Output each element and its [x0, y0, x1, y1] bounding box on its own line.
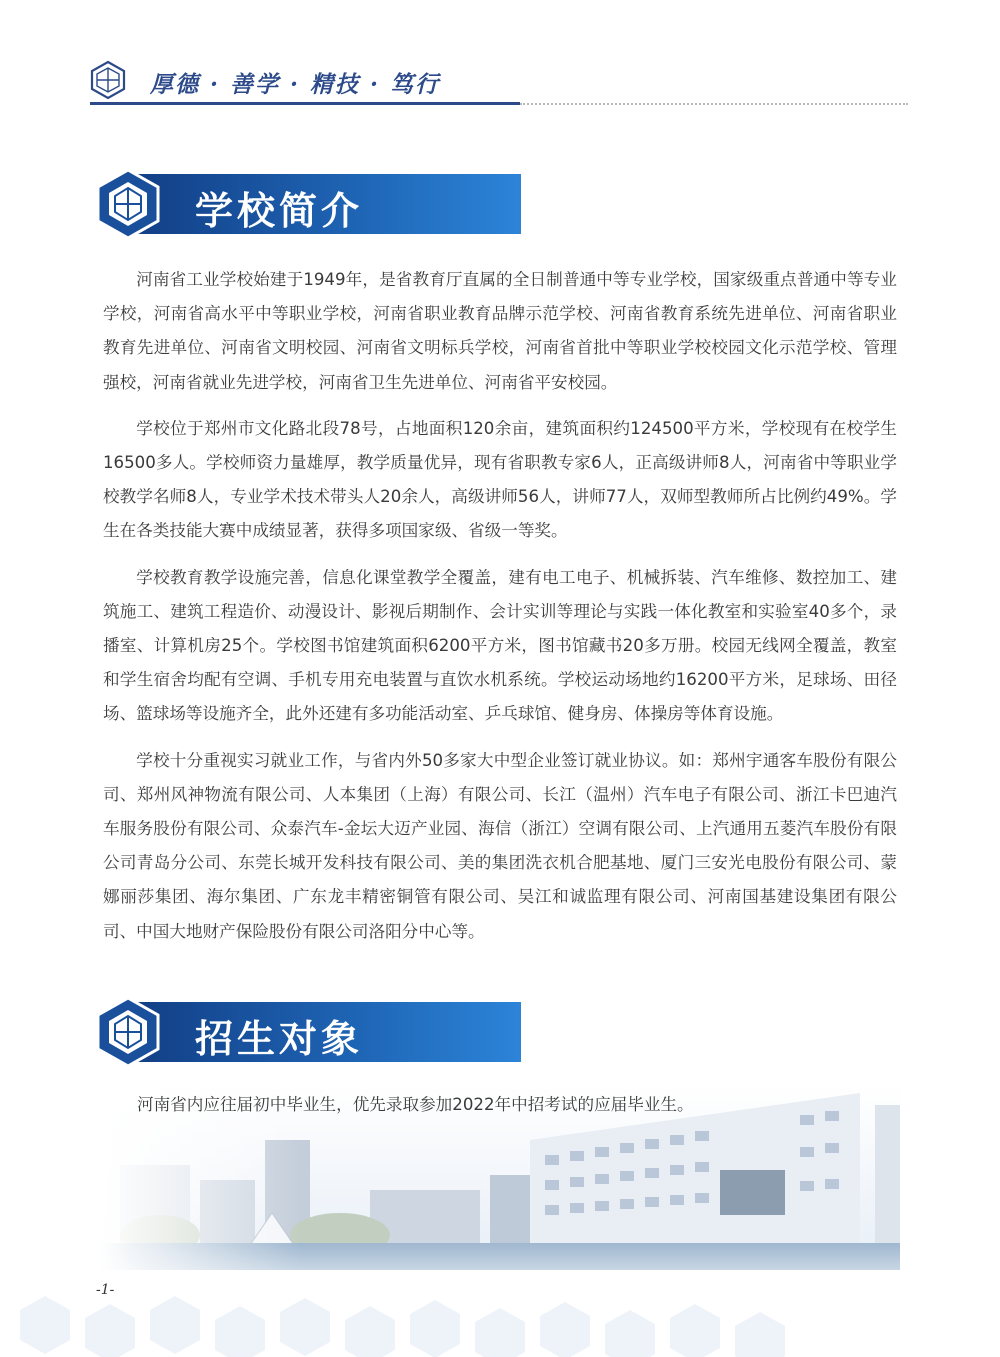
hexagon-pattern-decoration: [0, 1290, 1000, 1357]
hexagon-cube-icon: [95, 168, 161, 240]
intro-paragraph: 学校位于郑州市文化路北段78号，占地面积120余亩，建筑面积约124500平方米，学校现有在校学生16500多人。学校师资力量雄厚，教学质量优异，现有省职教专家6人，正高级讲师8人，河南省中等职业学校教学名师8人，专业学术技术带头人20余人，高级讲师56人，讲师77人，双师型教师所占比例约49%。学生在各类技能大赛中成绩显著，获得多项国家级、省级一等奖。: [103, 418, 897, 541]
section-banner-enrollment: [95, 1000, 525, 1072]
school-motto: 厚德 · 善学 · 精技 · 笃行: [150, 71, 441, 98]
section-title: 招生对象: [195, 1017, 364, 1061]
page-header: [88, 58, 908, 106]
page-number: -1-: [96, 1282, 115, 1298]
intro-paragraph: 河南省工业学校始建于1949年，是省教育厅直属的全日制普通中等专业学校，国家级重点普通中等专业学校，河南省高水平中等职业学校，河南省职业教育品牌示范学校、河南省教育系统先进单位、河南省职业教育先进单位、河南省文明校园、河南省文明标兵学校，河南省首批中等职业学校校园文化示范学校、管理强校，河南省就业先进学校，河南省卫生先进单位、河南省平安校园。: [103, 270, 897, 392]
school-emblem-icon: [88, 60, 128, 100]
enrollment-text: 河南省内应往届初中毕业生，优先录取参加2022年中招考试的应届毕业生。: [137, 1095, 694, 1114]
hexagon-cube-icon: [95, 996, 161, 1068]
header-dotted-line: [520, 103, 908, 105]
intro-paragraph: 学校十分重视实习就业工作，与省内外50多家大中型企业签订就业协议。如：郑州宇通客车股份有限公司、郑州风神物流有限公司、人本集团（上海）有限公司、长江（温州）汽车电子有限公司、浙江卡巴迪汽车服务股份有限公司、众泰汽车-金坛大迈产业园、海信（浙江）空调有限公司、上汽通用五菱汽车股份有限公司青岛分公司、东莞长城开发科技有限公司、美的集团洗衣机合肥基地、厦门三安光电股份有限公司、蒙娜丽莎集团、海尔集团、广东龙丰精密铜管有限公司、吴江和诚监理有限公司、河南国基建设集团有限公司、中国大地财产保险股份有限公司洛阳分中心等。: [103, 750, 897, 941]
section-title: 学校简介: [195, 189, 364, 233]
intro-paragraph: 学校教育教学设施完善，信息化课堂教学全覆盖，建有电工电子、机械拆装、汽车维修、数控加工、建筑施工、建筑工程造价、动漫设计、影视后期制作、会计实训等理论与实践一体化教室和实验室40多个，录播室、计算机房25个。学校图书馆建筑面积6200平方米，图书馆藏书20多万册。校园无线网全覆盖，教室和学生宿舍均配有空调、手机专用充电装置与直饮水机系统。学校运动场地约16200平方米，足球场、田径场、篮球场等设施齐全，此外还建有多功能活动室、乒乓球馆、健身房、体操房等体育设施。: [103, 567, 897, 724]
intro-body: [103, 263, 897, 961]
header-rule: [90, 102, 520, 105]
section-banner-intro: [95, 172, 525, 244]
